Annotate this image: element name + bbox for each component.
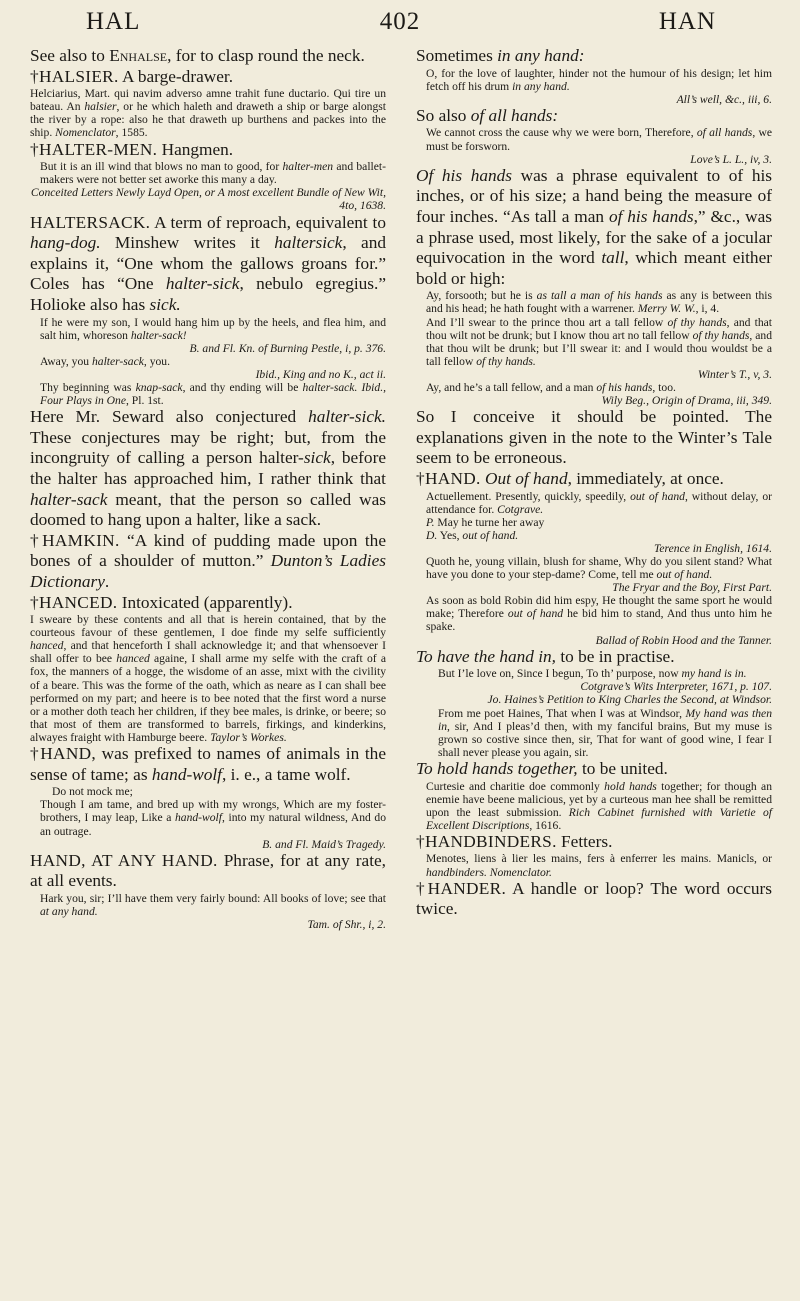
quotation <box>416 707 772 759</box>
italic-text: halter-sack. <box>302 380 358 394</box>
text-run: , for to clasp round the neck. <box>167 46 365 65</box>
text-run: , we must be forsworn. <box>426 126 772 153</box>
entry-paragraph <box>416 832 772 853</box>
text-run: , and that henceforth I shall acknowledge it; and that whensoever I shall offer to bee <box>30 639 386 666</box>
text-run: , and explains it, “One whom the gallows groans for.” Coles has “One <box>30 233 386 294</box>
text-run: , into my natural wildness, And do an outrage. <box>40 811 386 838</box>
italic-text: To have the hand in, <box>416 646 557 666</box>
text-run: he bid him to stand, And thus unto him he spake. <box>426 607 772 634</box>
italic-text: hang-dog. <box>30 233 101 253</box>
italic-text: Ibid., King and no K. <box>255 367 354 381</box>
italic-text: The Fryar and the Boy <box>612 581 718 595</box>
text-run: , Origin of Drama, iii, 349. <box>646 394 772 408</box>
page-header <box>40 8 760 42</box>
text-run: Hark you, sir; I’ll have them very fairly bound: All books of love; see that <box>40 891 386 905</box>
italic-text: halter-men <box>282 160 334 174</box>
quotation <box>30 892 386 918</box>
text-run: to be in practise. <box>556 646 675 666</box>
text-run: , immediately, at once. <box>567 468 724 488</box>
quotation <box>30 798 386 837</box>
text-run: See also to <box>30 46 110 65</box>
italic-text: Taylor’s Workes. <box>210 730 287 744</box>
text-run: againe, I shall arme my selfe with the craft of a fox, the manners of a hogge, the wisdome of an asse, mixt with the civility of a beare. This was the forme of the oath, which as neare as I can shall bee performed on my part; and heere is to bee noted that the first word a nurse or a mother doth teach her children, if they bee males, is drinke, or beere; so that most of them are transformed to barrels, firkings, and kinderkins, alwayes fraight with Hamburge beere. <box>30 652 386 744</box>
text-run: Do not mock me; <box>52 785 133 799</box>
entry-paragraph <box>416 759 772 780</box>
citation <box>30 342 386 355</box>
entry-paragraph <box>30 67 386 88</box>
headword: †HAND, <box>30 744 97 764</box>
citation <box>30 918 386 931</box>
italic-text: out of hand <box>507 607 564 621</box>
quotation <box>30 613 386 744</box>
italic-text: hand-wolf <box>151 764 222 784</box>
italic-text: Nomenclator <box>55 126 116 140</box>
text-run: But it is an ill wind that blows no man to good, for <box>40 160 283 174</box>
text-run: , and that thou wilt be drunk; but I’ll swear it: and I would thou wouldst be a tall fellow <box>426 328 772 368</box>
citation <box>416 394 772 407</box>
text-run: , i. e., a tame wolf. <box>221 764 351 784</box>
text-run: O, for the love of laughter, hinder not the humour of his design; let him fetch off his drum <box>426 66 772 93</box>
italic-text: out of hand. <box>656 568 713 582</box>
citation <box>416 693 772 706</box>
text-run: , 1616. <box>529 818 562 832</box>
italic-text: halter-sack! <box>130 328 187 342</box>
text-run: Ay, forsooth; but he is <box>426 289 537 303</box>
italic-text: of all hands: <box>470 105 559 125</box>
italic-text: at any hand. <box>40 904 98 918</box>
citation <box>416 680 772 693</box>
text-run: , Pl. 1st. <box>125 394 164 408</box>
headword: †HANCED. <box>30 592 118 612</box>
text-run: , you. <box>143 354 170 368</box>
italic-text: Dunton’s Ladies Dictionary <box>30 551 386 591</box>
italic-text: tall <box>601 248 625 268</box>
text-run: Thy beginning was <box>40 380 136 394</box>
quotation <box>416 490 772 516</box>
text-run: As soon as bold Robin did him espy, He thought the same sport he would make; Therefore <box>426 594 772 621</box>
quotation <box>416 67 772 93</box>
quotation <box>416 555 772 581</box>
entry-paragraph <box>30 744 386 785</box>
text-run: . <box>104 571 110 591</box>
italic-text: D. <box>426 528 438 542</box>
italic-text: Ibid., Four Plays in One <box>40 380 386 408</box>
italic-text: Of his hands <box>416 165 512 185</box>
text-run: , 4to, 1638. <box>339 186 386 213</box>
citation <box>30 368 386 381</box>
quotation <box>416 289 772 315</box>
italic-text: of all hands <box>696 126 753 140</box>
headword: †HALTER-MEN. <box>30 139 158 159</box>
italic-text: Winter’s T. <box>697 367 748 381</box>
text-run: “A kind of pudding made upon the bones of a shoulder of mutton.” <box>30 530 386 571</box>
italic-text: sick <box>303 448 331 468</box>
entry-paragraph <box>416 106 772 127</box>
text-run: A term of reproach, equivalent to <box>150 212 386 232</box>
italic-text: B. and Fl. Maid’s Tragedy. <box>262 837 386 851</box>
italic-text: halter-sack <box>30 489 108 509</box>
text-run: We cannot cross the cause why we were born, Therefore, <box>426 126 697 140</box>
text-run: Away, you <box>40 354 92 368</box>
italic-text: of his hands <box>608 206 694 226</box>
text-run: Quoth he, young villain, blush for shame, Why do you silent stand? What have you done to your step-dame? Come, tell me <box>426 555 772 582</box>
headword: †HAND. <box>416 468 481 488</box>
headword: HALTERSACK. <box>30 212 151 232</box>
italic-text: of thy hands <box>667 315 727 329</box>
text-run: Yes, <box>437 528 463 542</box>
italic-text: knap-sack <box>135 380 183 394</box>
text-run: So I conceive it should be pointed. The explanations given in the note to the Winter’s Tale seem to be erroneous. <box>416 407 772 468</box>
text-run: A barge-drawer. <box>118 66 234 86</box>
quotation <box>30 355 386 368</box>
text-run: Sometimes <box>416 46 498 65</box>
text-run: Here Mr. Seward also conjectured <box>30 407 309 427</box>
text-run: Minshew writes it <box>100 233 275 253</box>
quotation <box>30 87 386 139</box>
entry-paragraph <box>416 407 772 469</box>
italic-text: hanced <box>30 639 64 653</box>
italic-text: in any hand: <box>497 46 585 65</box>
text-run: , sir, And I pleas’d then, with my fanciful brains, But my muse is grown so costive since then, sir, That for want of good wine, I fear I shall never please you again, sir. <box>438 719 772 759</box>
text-run: , v, 3. <box>747 367 772 381</box>
text-run: together; for though an enemie have beene malicious, yet by a curteous man hee shall be remitted upon the least submission. <box>426 779 773 819</box>
italic-text: Tam. of Shr. <box>307 918 363 932</box>
text-run: , iv, 3. <box>744 152 772 166</box>
text-run: , nebulo egregius.” Holioke also has <box>30 274 386 314</box>
italic-text: Ballad of Robin Hood and the Tanner. <box>595 633 772 647</box>
italic-text: in any hand. <box>512 79 570 93</box>
citation <box>30 186 386 212</box>
quotation <box>416 381 772 394</box>
italic-text: My hand was then in <box>438 706 772 733</box>
right-column <box>416 46 772 920</box>
entry-paragraph <box>416 647 772 668</box>
italic-text: my hand is in. <box>681 667 747 681</box>
text-run: , i, 2. <box>362 918 386 932</box>
header-right-guide: HAN <box>658 8 716 35</box>
italic-text: halter-sick. <box>308 407 386 427</box>
text-run: From me poet Haines, That when I was at Windsor, <box>438 706 686 720</box>
text-run: , First Part. <box>717 581 772 595</box>
italic-text: halter-sack <box>91 354 144 368</box>
text-run: , i, p. 376. <box>339 341 386 355</box>
citation <box>416 581 772 594</box>
text-run: and ballet-makers were not better set aworke this many a day. <box>40 160 386 187</box>
italic-text: out of hand <box>630 489 685 503</box>
entry-paragraph <box>30 213 386 316</box>
italic-text: as tall a man of his hands <box>536 289 663 303</box>
italic-text: Wily Beg. <box>601 394 647 408</box>
quotation <box>30 160 386 186</box>
citation <box>416 368 772 381</box>
quotation <box>30 316 386 342</box>
text-run: A handle or loop? The word occurs twice. <box>416 878 772 919</box>
text-run: , 1671, p. 107. <box>705 680 772 694</box>
text-run: If he were my son, I would hang him up by the heels, and flea him, and salt him, whoreson <box>40 315 386 342</box>
italic-text: Jo. Haines’s Petition to King Charles the Second, at Windsor. <box>487 693 772 707</box>
italic-text: of thy hands <box>692 328 750 342</box>
citation <box>416 542 772 555</box>
text-run: meant, that the person so called was doomed to hang upon a halter, like a sack. <box>30 489 386 530</box>
citation <box>30 838 386 851</box>
entry-paragraph <box>416 879 772 920</box>
entry-paragraph <box>416 469 772 490</box>
text-run: to be united. <box>577 758 668 778</box>
text-run: ,” &c., was a phrase used, most likely, for the sake of a jocular equivocation in the word <box>416 206 772 268</box>
entry-paragraph <box>30 46 386 67</box>
quotation <box>416 594 772 633</box>
italic-text: Merry W. W. <box>637 302 696 316</box>
italic-text: of his hands <box>596 380 653 394</box>
italic-text: B. and Fl. Kn. of Burning Pestle <box>189 341 340 355</box>
headword: †HAMKIN. <box>30 530 120 550</box>
entry-paragraph <box>30 593 386 614</box>
text-run: These conjectures may be right; but, from the incongruity of calling a person halter- <box>30 427 386 468</box>
text-run: Though I am tame, and bred up with my wrongs, Which are my foster-brothers, I may leap, Like a <box>40 798 386 825</box>
page-number: 402 <box>379 8 421 35</box>
text-run: Hangmen. <box>157 139 234 159</box>
italic-text: hold hands <box>604 779 657 793</box>
italic-text: hand-wolf <box>174 811 222 825</box>
text-run: , act ii. <box>353 367 386 381</box>
italic-text: halter-sick <box>165 274 240 294</box>
text-run: , iii, 6. <box>742 92 772 106</box>
text-run: Enhalse <box>109 46 168 65</box>
text-run: Menotes, liens à lier les mains, fers à enferrer les mains. Manicls, or <box>426 852 772 866</box>
text-run: Curtesie and charitie doe commonly <box>426 779 605 793</box>
quotation <box>416 316 772 368</box>
header-left-guide: HAL <box>86 8 141 35</box>
italic-text: haltersick <box>274 233 343 253</box>
headword: †HANDBINDERS. <box>416 831 557 851</box>
text-run: , which meant either bold or high: <box>416 248 772 288</box>
text-run: Phrase, for at any rate, at all events. <box>30 850 386 891</box>
quotation <box>416 529 772 542</box>
italic-text: hanced <box>116 652 150 666</box>
headword: HAND, AT ANY HAND. <box>30 850 218 870</box>
text-run: , i, 4. <box>695 302 720 316</box>
italic-text: Conceited Letters Newly Layd Open, or A most excellent Bundle of New Wit <box>30 186 384 200</box>
entry-paragraph <box>30 407 386 531</box>
text-run: , too. <box>652 380 676 394</box>
entry-paragraph <box>416 166 772 290</box>
text-run: Ay, and he’s a tall fellow, and a man <box>426 380 597 394</box>
text-run: So also <box>416 105 471 125</box>
italic-text: Out of hand <box>485 468 568 488</box>
quotation <box>416 126 772 152</box>
italic-text: Terence in English <box>654 541 741 555</box>
italic-text: handbinders. <box>426 865 487 879</box>
entry-paragraph <box>30 140 386 161</box>
citation <box>416 153 772 166</box>
italic-text: All’s well, &c. <box>676 92 743 106</box>
quotation <box>416 516 772 529</box>
entry-paragraph <box>416 46 772 67</box>
italic-text: Cotgrave. <box>497 502 544 516</box>
left-column <box>30 46 386 931</box>
text-run: , without delay, or attendance for. <box>426 489 772 516</box>
italic-text: Rich Cabinet furnished with Varietie of Excellent Discriptions <box>426 805 772 832</box>
entry-paragraph <box>30 851 386 892</box>
italic-text: of thy hands. <box>476 354 536 368</box>
text-run: I sweare by these contents and all that is herein contained, that by the courteous favour of these gentlemen, I doe finde my selfe sufficiently <box>30 613 386 640</box>
quotation <box>30 381 386 407</box>
headword: †HALSIER. <box>30 66 119 86</box>
text-run: Actuellement. Presently, quickly, speedily, <box>426 489 631 503</box>
text-run: But I’le love on, Since I begun, To th’ purpose, now <box>438 667 682 681</box>
text-run: Fetters. <box>556 831 613 851</box>
text-run: as any is between this and his head; he hath fought with a warrener. <box>426 289 773 316</box>
italic-text: Nomenclator. <box>489 865 552 879</box>
text-run: And I’ll swear to the prince thou art a tall fellow <box>426 315 668 329</box>
quotation <box>30 785 386 798</box>
text-run: , before the halter has approached him, I rather think that <box>30 448 387 488</box>
italic-text: To hold hands together, <box>416 758 578 778</box>
text-run: Intoxicated (apparently). <box>117 592 293 612</box>
italic-text: Love’s L. L. <box>690 152 745 166</box>
headword: †HANDER. <box>416 878 507 898</box>
text-run: , 1614. <box>740 541 772 555</box>
text-run: , and thy ending will be <box>182 380 303 394</box>
citation <box>416 634 772 647</box>
italic-text: halsier <box>84 100 117 114</box>
citation <box>416 93 772 106</box>
italic-text: out of hand. <box>462 528 519 542</box>
text-run: was a phrase equivalent to of his inches, or of his size; a hand being the measure of four inches. “As tall a man <box>416 165 772 226</box>
quotation <box>416 667 772 680</box>
text-run: , and that thou wilt not be drunk; but I know thou art no tall fellow <box>426 315 772 342</box>
quotation <box>416 852 772 878</box>
italic-text: P. <box>426 515 435 529</box>
italic-text: sick. <box>149 294 181 314</box>
italic-text: Cotgrave’s Wits Interpreter <box>580 680 706 694</box>
quotation <box>416 780 772 832</box>
text-run: Helciarius, Mart. qui navim adverso amne trahit fune ductario. Qui tire un bateau. An <box>30 87 386 114</box>
text-run: , 1585. <box>115 126 148 140</box>
entry-paragraph <box>30 531 386 593</box>
text-run: , or he which haleth and draweth a ship or barge alongst the river by a rope: also he that draweth up burthens and packes into the ship. <box>30 100 386 140</box>
text-run: was prefixed to names of animals in the sense of tame; as <box>30 744 386 784</box>
text-run: May he turne her away <box>434 515 545 529</box>
